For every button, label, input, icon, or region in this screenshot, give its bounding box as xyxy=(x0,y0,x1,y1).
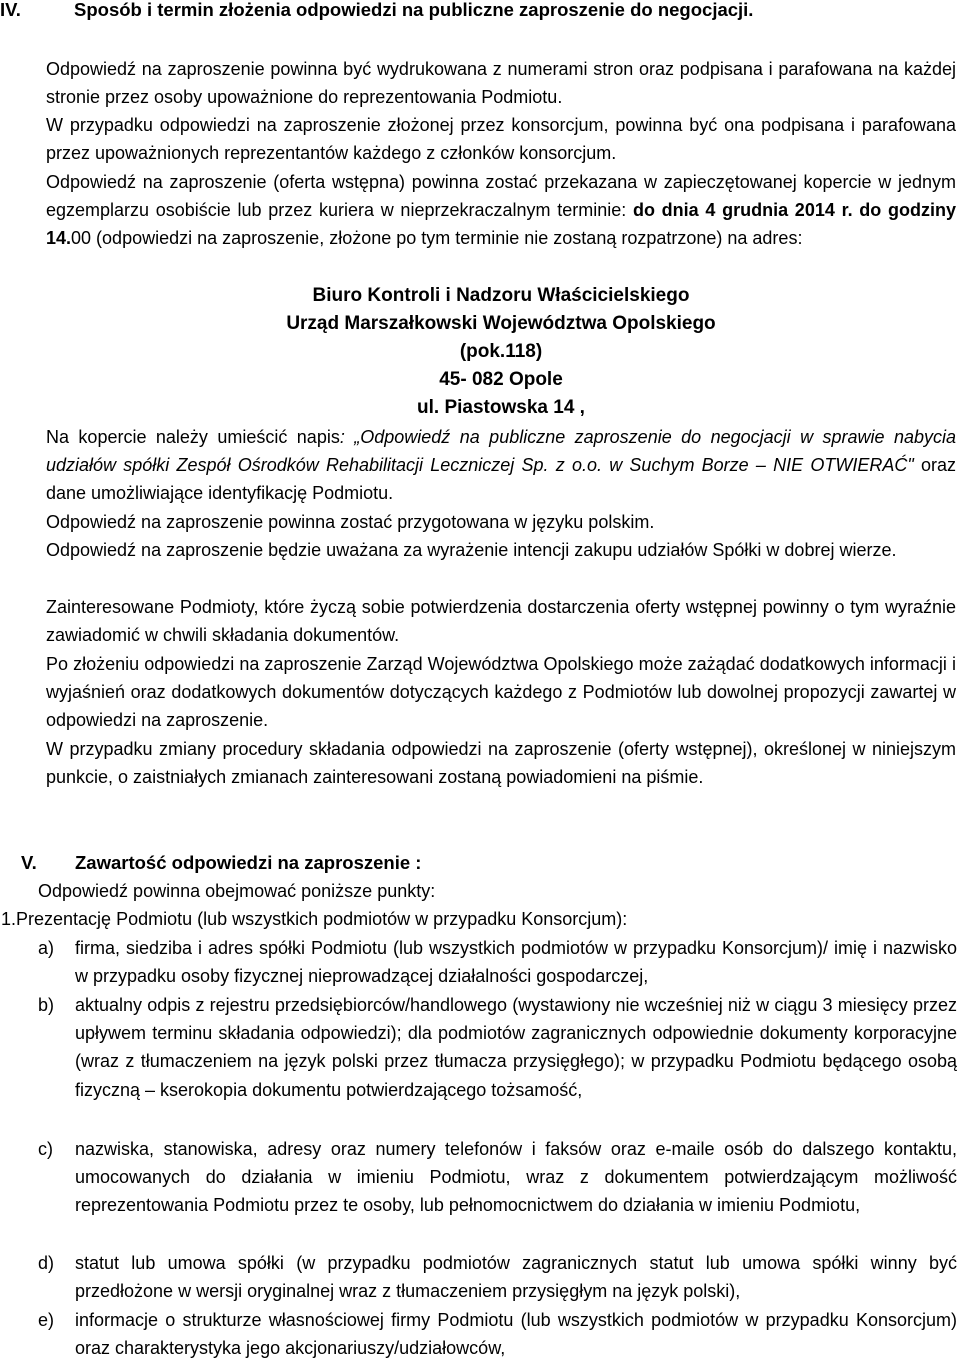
paragraph-procedure-change: W przypadku zmiany procedury składania odpowiedzi na zaproszenie (oferty wstępnej), określonej w niniejszym punkcie, o zaistniałych zmianach zainteresowani zostaną powiadomieni na piśmie. xyxy=(46,739,956,788)
address-line-2: Urząd Marszałkowski Województwa Opolskiego xyxy=(286,313,716,334)
list-letter: a) xyxy=(38,938,55,958)
list-item-1: 1.Prezentację Podmiotu (lub wszystkich podmiotów w przypadku Konsorcjum): xyxy=(1,909,628,929)
address-line-4: 45- 082 Opole xyxy=(439,369,563,390)
paragraph-envelope xyxy=(46,423,956,508)
paragraph-delivery xyxy=(46,168,956,253)
envelope-text: Na kopercie należy umieścić napis xyxy=(46,427,340,447)
list-item-text: statut lub umowa spółki (w przypadku podmiotów zagranicznych statut lub umowa spółki winny być przedłożone w wersji oryginalnej wraz z tłumaczeniem przysięgłym na język polski), xyxy=(75,1253,957,1302)
list-item-text: firma, siedziba i adres spółki Podmiotu (lub wszystkich podmiotów w przypadku Konsorcjum)/ imię i nazwisko w przypadku osoby fizycznej nieprowadzącej działalności gospodarczej, xyxy=(75,938,957,987)
envelope-text-cont: oraz dane umożliwiające identyfikację Podmiotu. xyxy=(46,455,956,504)
paragraph-intention: Odpowiedź na zaproszenie będzie uważana za wyrażenie intencji zakupu udziałów Spółki w dobrej wierze. xyxy=(46,540,897,560)
paragraph-consortium: W przypadku odpowiedzi na zaproszenie złożonej przez konsorcjum, powinna być ona podpisana i parafowana przez upoważnionych reprezentantów każdego z członków konsorcjum. xyxy=(46,115,956,164)
section-iv-title: Sposób i termin złożenia odpowiedzi na publiczne zaproszenie do negocjacji. xyxy=(74,0,754,20)
section-iv-number: IV. xyxy=(0,0,21,20)
list-letter: c) xyxy=(38,1139,53,1159)
list-letter: e) xyxy=(38,1310,55,1330)
section-v-number: V. xyxy=(21,852,37,873)
section-v-intro: Odpowiedź powinna obejmować poniższe punkty: xyxy=(38,881,436,901)
paragraph-confirmation: Zainteresowane Podmioty, które życzą sobie potwierdzenia dostarczenia oferty wstępnej powinny o tym wyraźnie zawiadomić w chwili składania dokumentów. xyxy=(46,597,956,646)
section-v-title: Zawartość odpowiedzi na zaproszenie : xyxy=(75,852,422,873)
address-line-1: Biuro Kontroli i Nadzoru Właścicielskiego xyxy=(312,285,690,306)
address-line-5: ul. Piastowska 14 , xyxy=(417,397,585,418)
address-line-3: (pok.118) xyxy=(459,341,543,362)
envelope-inscription: : „Odpowiedź na publiczne zaproszenie do negocjacji w sprawie nabycia udziałów spółki Zespół Ośrodków Rehabilitacji Leczniczej Sp. z o.o. w Suchym Borze – NIE OTWIERAĆ" xyxy=(46,427,956,476)
list-item-text: aktualny odpis z rejestru przedsiębiorców/handlowego (wystawiony nie wcześniej niż w ciągu 3 miesięcy przez upływem terminu składania odpowiedzi); dla podmiotów zagranicznych odpowiednie dokumenty korporacyjne (wraz z tłumaczeniem na język polski przez tłumacza przysięgłego); w przypadku Podmiotu będącego osobą fizyczną – kserokopia dokumentu potwierdzającego tożsamość, xyxy=(75,995,957,1100)
paragraph-additional-info: Po złożeniu odpowiedzi na zaproszenie Zarząd Województwa Opolskiego może zażądać dodatkowych informacji i wyjaśnień oraz dodatkowych dokumentów dotyczących każdego z Podmiotów lub dowolnej propozycji zawartej w odpowiedzi na zaproszenie. xyxy=(46,654,956,731)
delivery-text-cont: 00 (odpowiedzi na zaproszenie, złożone po tym terminie nie zostaną rozpatrzone) na adres: xyxy=(71,228,803,249)
paragraph-language: Odpowiedź na zaproszenie powinna zostać przygotowana w języku polskim. xyxy=(46,512,655,532)
list-item-text: nazwiska, stanowiska, adresy oraz numery telefonów i faksów oraz e-maile osób do dalszego kontaktu, umocowanych do działania w imieniu Podmiotu, wraz z dokumentem potwierdzającym możliwość reprezentowania Podmiotu przez te osoby, lub pełnomocnictwem do działania w imieniu Podmiotu, xyxy=(75,1139,957,1216)
list-item-text: informacje o strukturze własnościowej firmy Podmiotu (lub wszystkich podmiotów w przypadku Konsorcjum) oraz charakterystyka jego akcjonariuszy/udziałowców, xyxy=(75,1310,957,1359)
deadline-text: do dnia 4 grudnia 2014 r. do godziny 14. xyxy=(46,200,956,249)
paragraph-signing: Odpowiedź na zaproszenie powinna być wydrukowana z numerami stron oraz podpisana i parafowana na każdej stronie przez osoby upoważnione do reprezentowania Podmiotu. xyxy=(46,59,956,108)
list-letter: b) xyxy=(38,995,55,1015)
list-letter: d) xyxy=(38,1253,55,1273)
delivery-text: Odpowiedź na zaproszenie (oferta wstępna) powinna zostać przekazana w zapieczętowanej kopercie w jednym egzemplarzu osobiście lub przez kuriera w nieprzekraczalnym terminie: xyxy=(46,172,956,221)
